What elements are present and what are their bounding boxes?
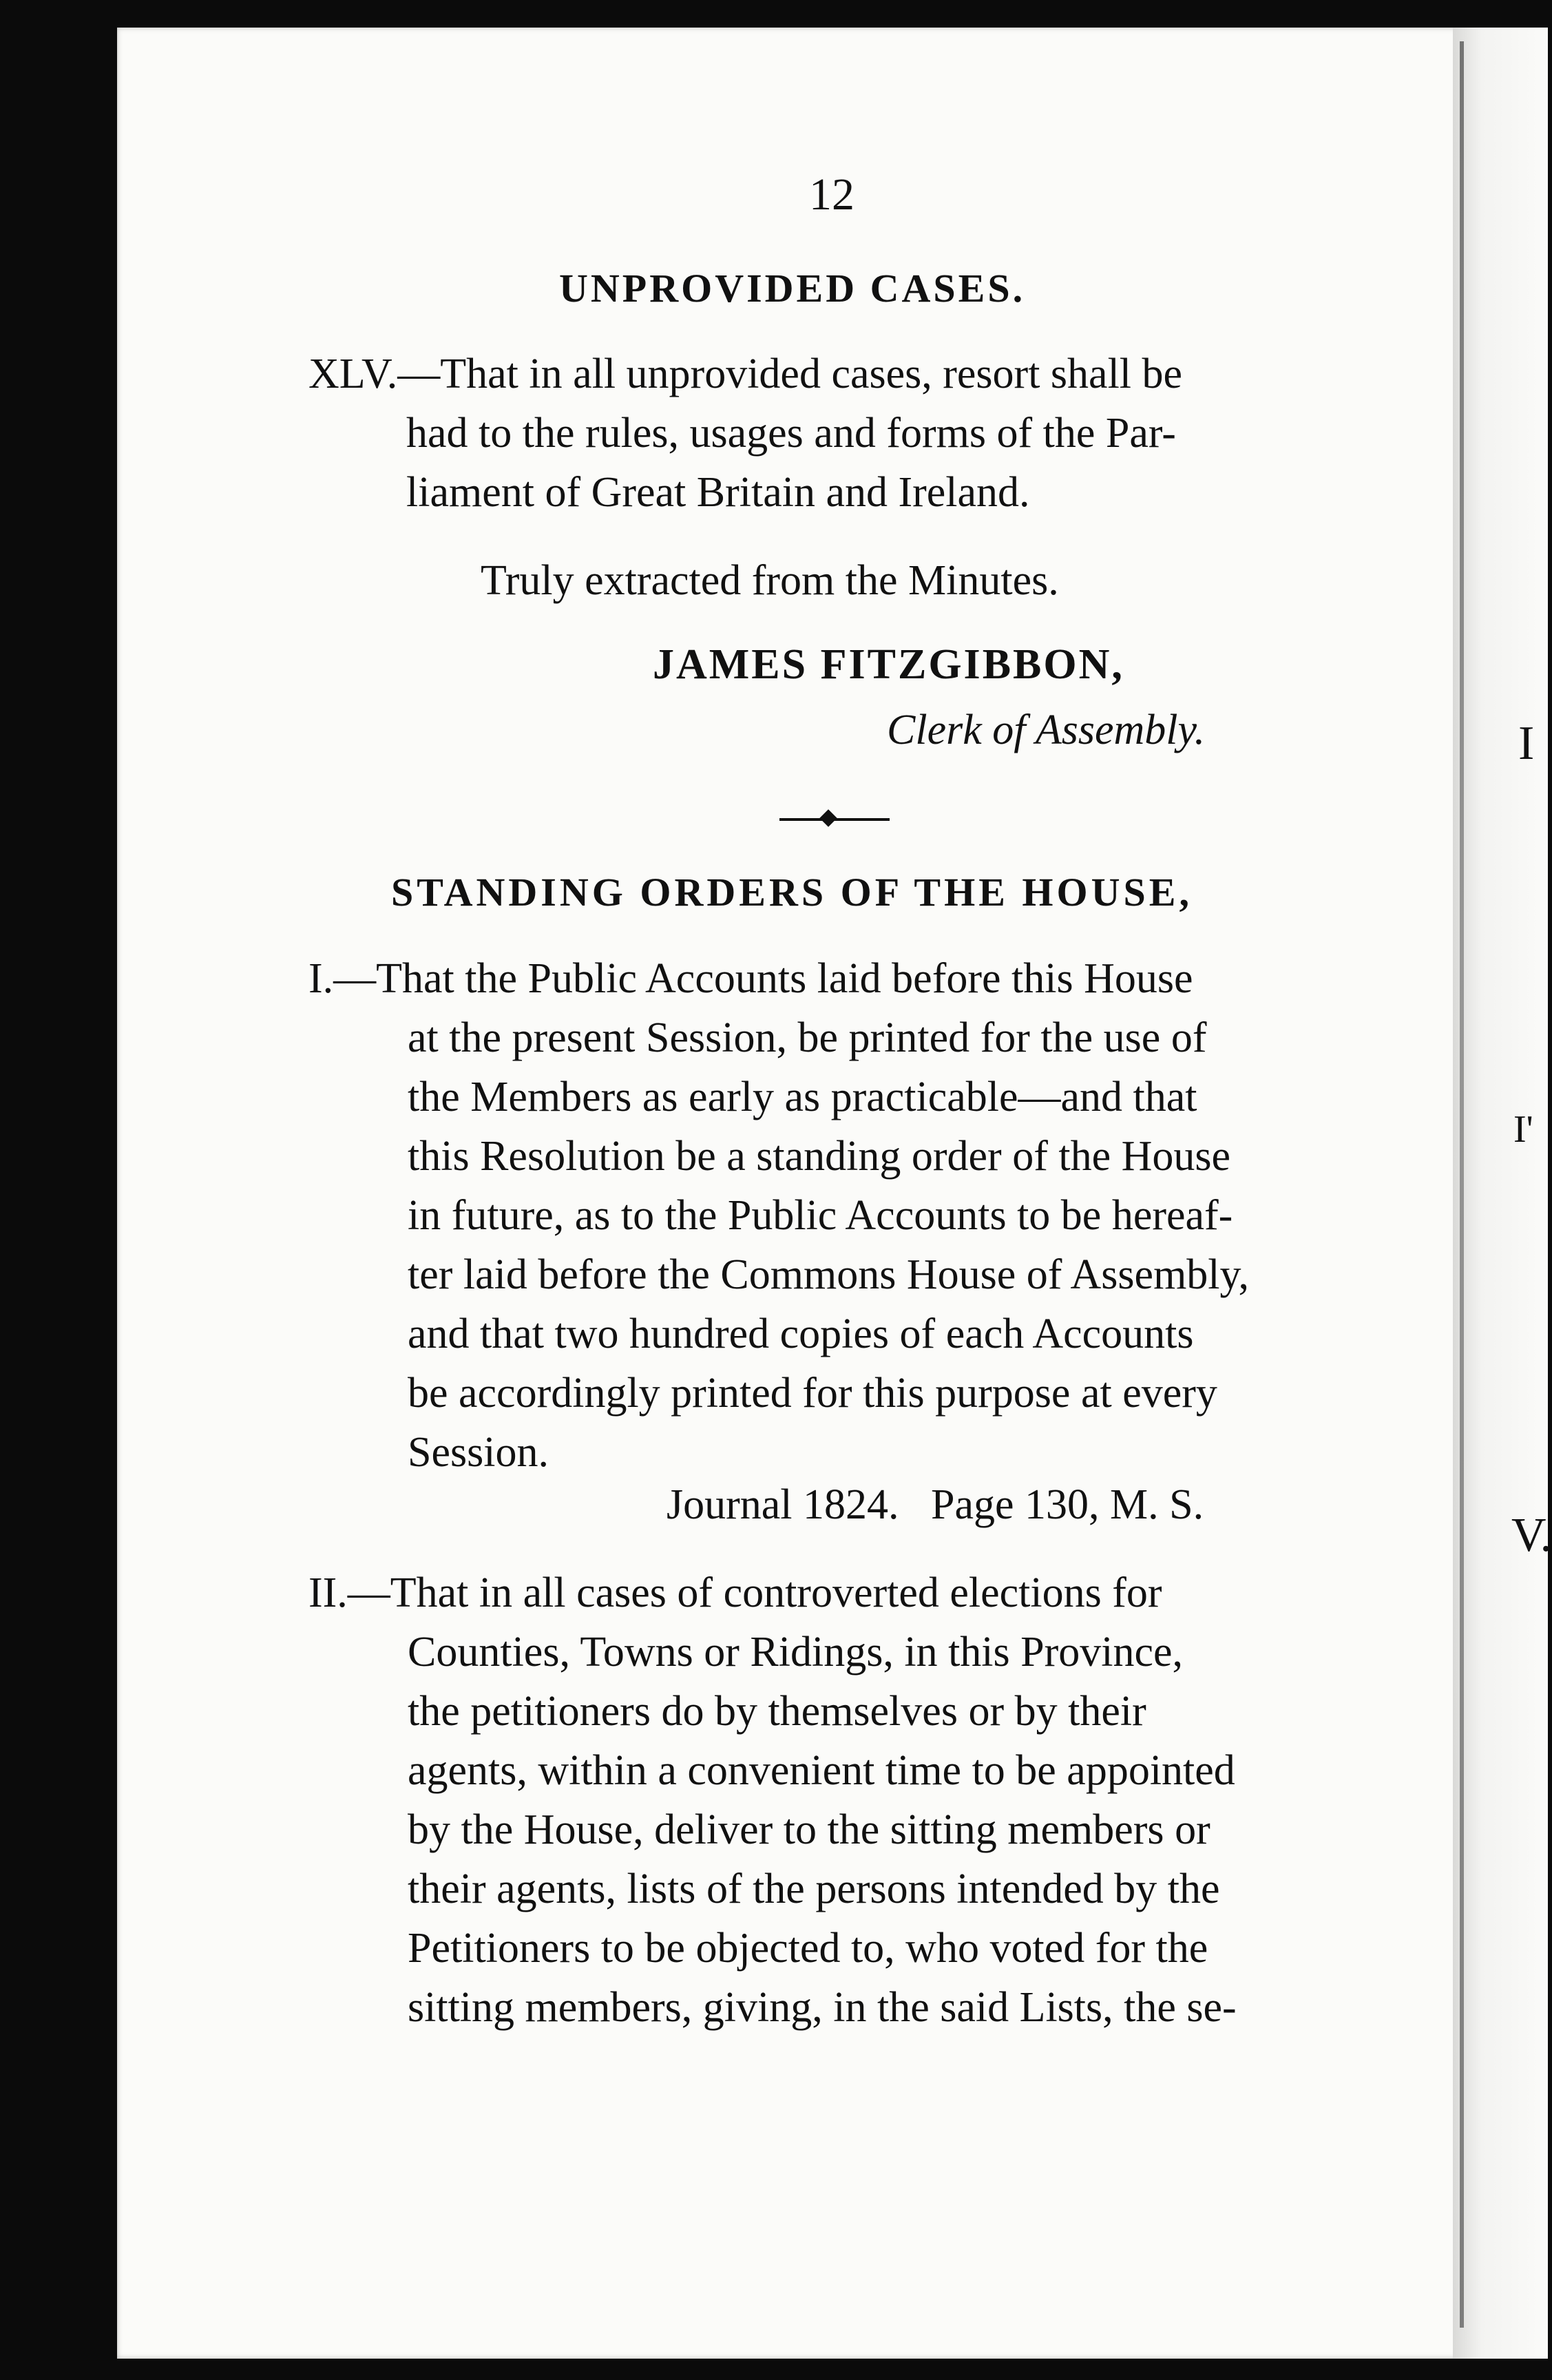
order-i-line: ter laid before the Commons House of Assembly,: [408, 1251, 1249, 1298]
order-i-line: in future, as to the Public Accounts to be hereaf-: [408, 1192, 1233, 1239]
article-xlv-line: XLV.—That in all unprovided cases, resort shall be: [308, 351, 1183, 397]
gutter-shadow: [1460, 41, 1464, 2328]
order-ii-line: sitting members, giving, in the said Lists, the se-: [408, 1984, 1237, 2031]
order-ii-line: Counties, Towns or Ridings, in this Province,: [408, 1629, 1184, 1676]
journal-reference: Journal 1824. Page 130, M. S.: [667, 1481, 1204, 1528]
order-ii-line: their agents, lists of the persons intended by the: [408, 1866, 1220, 1912]
section-heading-unprovided-cases: UNPROVIDED CASES.: [559, 266, 1026, 311]
facing-page-letter: V.: [1511, 1509, 1552, 1562]
extract-attestation: Truly extracted from the Minutes.: [481, 557, 1059, 604]
ornamental-divider: [779, 818, 890, 821]
signature-name: JAMES FITZGIBBON,: [653, 641, 1124, 688]
facing-page-letter: I': [1513, 1108, 1533, 1151]
signature-title: Clerk of Assembly.: [887, 707, 1206, 753]
page-number: 12: [809, 169, 854, 220]
article-xlv-line: liament of Great Britain and Ireland.: [406, 469, 1030, 516]
order-ii-line: agents, within a convenient time to be appointed: [408, 1747, 1235, 1794]
article-xlv-line: had to the rules, usages and forms of the Par-: [406, 410, 1176, 457]
facing-page-letter: I: [1518, 717, 1535, 770]
order-ii-line: the petitioners do by themselves or by their: [408, 1688, 1146, 1735]
order-i-line: the Members as early as practicable—and that: [408, 1074, 1197, 1120]
order-i-line: this Resolution be a standing order of the House: [408, 1133, 1231, 1180]
order-ii-line: II.—That in all cases of controverted elections for: [308, 1569, 1162, 1616]
order-ii-line: by the House, deliver to the sitting members or: [408, 1806, 1210, 1853]
order-i-line: Session.: [408, 1429, 549, 1476]
order-i-line: I.—That the Public Accounts laid before this House: [308, 955, 1193, 1002]
order-i-line: and that two hundred copies of each Accounts: [408, 1311, 1194, 1357]
order-ii-line: Petitioners to be objected to, who voted for the: [408, 1925, 1208, 1972]
facing-page-edge: [1453, 28, 1548, 2359]
section-heading-standing-orders: STANDING ORDERS OF THE HOUSE,: [391, 870, 1193, 915]
order-i-line: be accordingly printed for this purpose at every: [408, 1370, 1217, 1417]
order-i-line: at the present Session, be printed for the use of: [408, 1014, 1207, 1061]
